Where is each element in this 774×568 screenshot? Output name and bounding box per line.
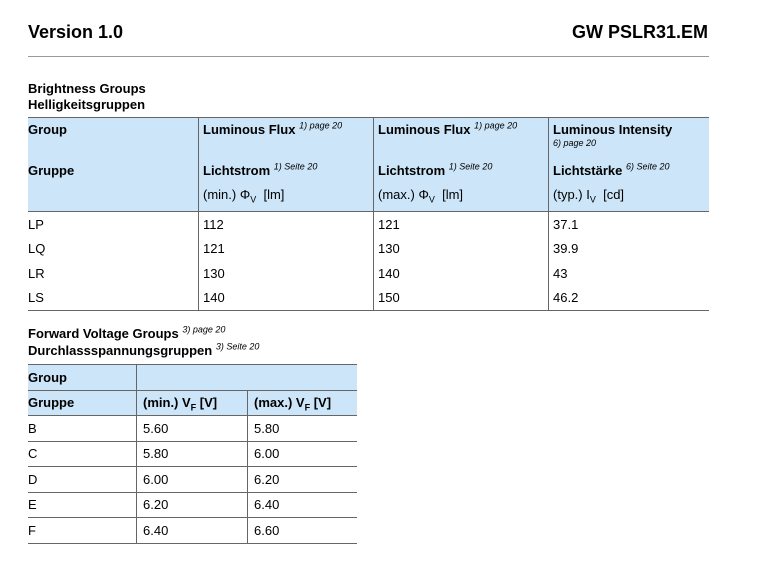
version-label: Version 1.0 [28, 22, 124, 42]
table-row [28, 237, 709, 262]
col-flux-max-de [374, 159, 549, 185]
table-cell: 6.60 [248, 518, 358, 544]
table-cell: 140 [199, 286, 374, 311]
unit-text: (max.) Φ [378, 187, 429, 202]
voltage-section-title [28, 325, 259, 359]
table-cell: 6.40 [248, 492, 358, 518]
table-row [28, 416, 357, 442]
col-flux-min-en-label: Luminous Flux [203, 122, 296, 137]
footnote-ref: 1) page 20 [474, 120, 518, 131]
brightness-header-row-units [28, 185, 709, 212]
table-row [28, 286, 709, 311]
table-cell: LS [28, 286, 199, 311]
table-row [28, 518, 357, 544]
col-intensity-en-label: Luminous Intensity [553, 122, 673, 137]
voltage-header-row-en [28, 365, 357, 391]
table-cell: E [28, 492, 137, 518]
col-intensity-de-label: Lichtstärke [553, 163, 623, 178]
table-row [28, 467, 357, 493]
table-cell: 5.80 [248, 416, 358, 442]
col-flux-max-en-label: Luminous Flux [378, 122, 471, 137]
brightness-section-title [28, 81, 146, 113]
col-group-de: Gruppe [28, 390, 137, 416]
table-cell: 5.80 [137, 441, 248, 467]
table-row [28, 492, 357, 518]
table-cell: 6.00 [248, 441, 358, 467]
table-cell: 140 [374, 261, 549, 286]
table-cell: LP [28, 216, 44, 232]
voltage-title-de-line [28, 342, 259, 359]
footnote-ref: 1) Seite 20 [448, 161, 493, 172]
col-flux-min-unit [199, 185, 374, 212]
col-flux-min-en [199, 118, 374, 160]
table-cell: 6.00 [137, 467, 248, 493]
col-intensity-de [549, 159, 710, 185]
table-cell: 6.20 [137, 492, 248, 518]
col-vf-max [248, 390, 358, 416]
voltage-table [28, 364, 357, 544]
col-group-unit [28, 185, 199, 212]
footnote-ref: 3) page 20 [182, 324, 226, 335]
unit-text: (min.) Φ [203, 187, 251, 202]
col-vf-min [137, 390, 248, 416]
col-flux-min-de-label: Lichtstrom [203, 163, 271, 178]
footnote-ref: 1) page 20 [299, 120, 343, 131]
table-cell: 43 [549, 261, 710, 286]
voltage-title-en: Forward Voltage Groups [28, 326, 179, 341]
table-cell: 121 [374, 212, 549, 237]
table-cell: 121 [199, 237, 374, 262]
brightness-title-en: Brightness Groups [28, 81, 146, 96]
table-cell: D [28, 467, 137, 493]
unit-text: (min.) V [143, 395, 191, 411]
page-header [28, 22, 708, 46]
col-flux-max-de-label: Lichtstrom [378, 163, 446, 178]
col-flux-max-en [374, 118, 549, 160]
table-cell: 150 [374, 286, 549, 311]
col-voltage-header [137, 365, 358, 391]
unit-sub: F [304, 402, 311, 413]
unit-text: [V] [313, 395, 332, 411]
header-divider [28, 56, 709, 57]
unit-text: (typ.) I [553, 187, 590, 202]
voltage-header-row-de [28, 390, 357, 416]
product-name: GW PSLR31.EM [571, 22, 708, 42]
table-cell: 6.20 [248, 467, 358, 493]
table-cell: B [28, 416, 137, 442]
footnote-ref: 6) page 20 [553, 138, 597, 148]
brightness-title-de: Helligkeitsgruppen [28, 97, 146, 112]
col-flux-max-unit [374, 185, 549, 212]
col-intensity-en [549, 118, 710, 160]
table-cell: LQ [28, 241, 46, 257]
footnote-ref: 6) Seite 20 [626, 161, 670, 172]
table-cell: 46.2 [549, 286, 710, 311]
table-cell: 130 [374, 237, 549, 262]
footnote-ref: 3) Seite 20 [215, 341, 260, 352]
table-cell: 6.40 [137, 518, 248, 544]
unit-sub: V [589, 194, 596, 205]
brightness-header-row-en [28, 118, 709, 160]
table-cell: 5.60 [137, 416, 248, 442]
col-flux-min-de [199, 159, 374, 185]
table-cell: LR [28, 265, 45, 281]
col-intensity-unit [549, 185, 710, 212]
unit-sub: V [428, 194, 435, 205]
table-cell: F [28, 518, 137, 544]
voltage-title-de: Durchlassspannungsgruppen [28, 343, 213, 358]
table-cell: 130 [199, 261, 374, 286]
unit-text: (max.) V [254, 395, 305, 411]
col-group-en: Group [28, 118, 199, 160]
brightness-header-row-de [28, 159, 709, 185]
table-row [28, 261, 709, 286]
footnote-ref: 1) Seite 20 [273, 161, 318, 172]
table-cell: 37.1 [549, 212, 710, 237]
col-group-en: Group [28, 365, 137, 391]
table-cell: 112 [199, 212, 374, 237]
brightness-table [28, 117, 709, 311]
unit-sub: F [190, 402, 197, 413]
table-cell: C [28, 441, 137, 467]
col-group-de: Gruppe [28, 159, 199, 185]
unit-text: [V] [199, 395, 218, 411]
unit-sub: V [250, 194, 257, 205]
voltage-title-en-line [28, 325, 259, 342]
table-cell: 39.9 [549, 237, 710, 262]
table-row [28, 212, 709, 237]
table-row [28, 441, 357, 467]
unit-text: [cd] [603, 187, 625, 202]
unit-text: [lm] [442, 187, 464, 202]
unit-text: [lm] [263, 187, 285, 202]
